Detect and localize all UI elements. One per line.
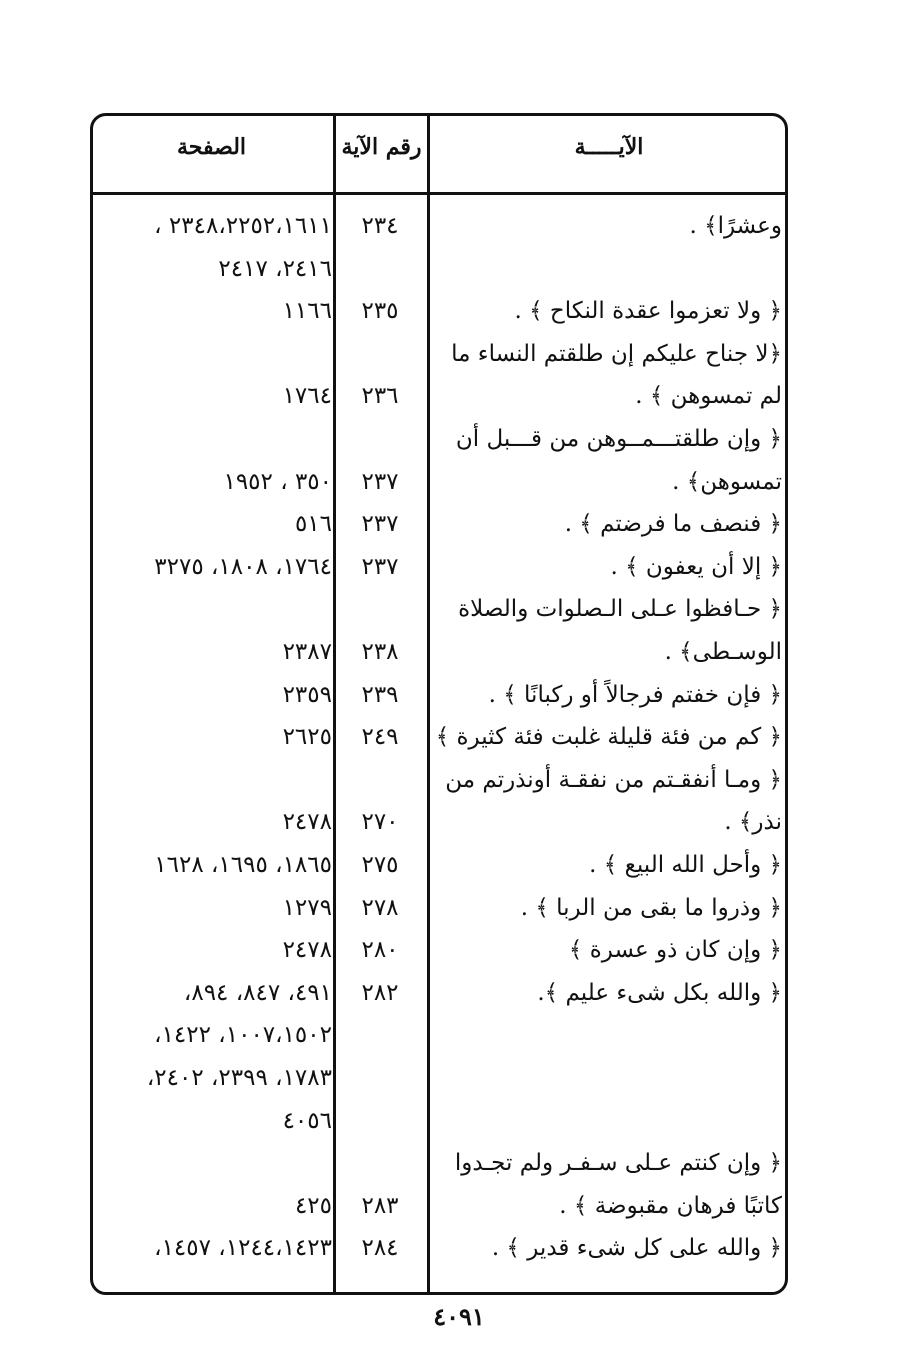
table-cell-page: ٢٣٨٧ [282,639,332,665]
table-cell-verse-number [336,1014,424,1056]
table-cell-verse: ﴿ وإن طلقتـــمــوهن من قـــبل أن [455,426,782,452]
table-cell-page: ٥١٦ [294,511,332,537]
table-cell-page: ٤٠٥٦ [282,1108,332,1134]
table-cell-verse-number: ٢٣٥ [361,298,399,324]
table-cell-verse: ﴿ وذروا ما بقى من الربا ﴾ . [520,895,782,921]
table-cell-verse: كاتبًا فرهان مقبوضة ﴾ . [559,1193,782,1219]
table-cell-verse-number: ٢٨٠ [361,937,399,963]
table-cell-verse: ﴿ وأحل الله البيع ﴾ . [589,852,782,878]
table-cell-page: ١٧٦٤ [282,383,332,409]
table-cell-verse-number [336,333,424,375]
table-cell-verse-number: ٢٣٧ [361,469,399,495]
table-cell-verse: ﴿ والله بكل شىء عليم ﴾. [537,980,782,1006]
table-cell-page: ١٨٦٥، ١٦٩٥، ١٦٢٨ [154,852,332,878]
table-cell-verse: ﴿ ومـا أنفقـتم من نفقـة أونذرتم من [445,767,782,793]
table-cell-page: ٢٤٧٨ [282,937,332,963]
table-cell-verse: لم تمسوهن ﴾ . [635,383,782,409]
table-cell-verse: ﴿ فنصف ما فرضتم ﴾ . [564,511,782,537]
table-cell-verse-number: ٢٧٥ [361,852,399,878]
table-cell-page [86,759,332,801]
table-cell-verse-number: ٢٤٩ [361,724,399,750]
table-cell-page: ١٢٤٤،١٤٢٣، ١٤٥٧، [154,1235,332,1261]
table-cell-verse: ﴿ إلا أن يعفون ﴾ . [610,554,782,580]
table-cell-verse-number: ٢٨٢ [361,980,399,1006]
table-cell-page: ٤٩١، ٨٤٧، ٨٩٤، [183,980,332,1006]
table-cell-verse [430,248,782,290]
table-cell-page: ١٠٠٧،١٥٠٢، ١٤٢٢، [154,1022,332,1048]
table-cell-verse-number: ٢٧٠ [361,809,399,835]
table-cell-verse: تمسوهن﴾ . [672,469,782,495]
table-cell-verse-number [336,1142,424,1184]
table-cell-verse-number [336,248,424,290]
table-cell-page [86,588,332,630]
table-cell-page: ٤٢٥ [294,1193,332,1219]
table-cell-verse-number: ٢٨٣ [361,1193,399,1219]
table-cell-verse: ﴿ وإن كنتم عـلى سـفـر ولم تجـدوا [454,1150,782,1176]
table-cell-verse [430,1014,782,1056]
table-cell-page: ١٢٧٩ [282,895,332,921]
table-cell-verse-number [336,1057,424,1099]
table-cell-verse-number: ٢٣٧ [361,554,399,580]
table-cell-page [86,1142,332,1184]
table-cell-page [86,333,332,375]
table-cell-verse [430,1100,782,1142]
table-cell-verse-number: ٢٧٨ [361,895,399,921]
header-page: الصفحة [176,134,247,160]
table-cell-verse [430,1057,782,1099]
table-cell-page: ٢٤٧٨ [282,809,332,835]
table-cell-page: ٢٣٥٩ [282,682,332,708]
table-cell-verse-number [336,588,424,630]
table-cell-verse-number [336,1100,424,1142]
table-cell-page: ١٧٦٤، ١٨٠٨، ٣٢٧٥ [154,554,332,580]
table-cell-verse: ﴿لا جناح عليكم إن طلقتم النساء ما [451,341,782,367]
header-divider [90,192,788,195]
table-cell-verse-number: ٢٨٤ [361,1235,399,1261]
table-cell-verse-number: ٢٣٤ [361,213,399,239]
table-cell-verse-number: ٢٣٦ [361,383,399,409]
table-cell-verse-number [336,418,424,460]
table-cell-verse: ﴿ وإن كان ذو عسرة ﴾ [568,937,782,963]
table-cell-verse: ﴿ كم من فئة قليلة غلبت فئة كثيرة ﴾ [435,724,782,750]
table-cell-page: ١٧٨٣، ٢٣٩٩، ٢٤٠٢، [146,1065,332,1091]
table-cell-page: ٢٣٤٨،٢٢٥٢،١٦١١ ، [154,213,332,239]
table-cell-verse: ﴿ فإن خفتم فرجالاً أو ركبانًا ﴾ . [488,682,782,708]
table-cell-verse: نذر﴾ . [724,809,782,835]
table-cell-verse: ﴿ ولا تعزموا عقدة النكاح ﴾ . [514,298,782,324]
table-cell-verse: ﴿ حـافظوا عـلى الـصلوات والصلاة [458,596,782,622]
table-cell-verse-number: ٢٣٨ [361,639,399,665]
table-cell-verse: ﴿ والله على كل شىء قدير ﴾ . [491,1235,782,1261]
table-cell-verse-number: ٢٣٧ [361,511,399,537]
table-cell-verse-number [336,759,424,801]
page-number: ٤٠٩١ [433,1302,485,1331]
table-cell-page: ٣٥٠ ، ١٩٥٢ [223,469,332,495]
header-verse-number: رقم الآية [341,134,422,160]
table-cell-page: ١١٦٦ [282,298,332,324]
table-cell-verse: وعشرًا﴾ . [689,213,782,239]
table-cell-verse: الوسـطى﴾ . [664,639,782,665]
table-cell-verse-number: ٢٣٩ [361,682,399,708]
table-cell-page: ٢٦٢٥ [282,724,332,750]
header-verse: الآيـــــة [574,134,644,160]
table-cell-page: ٢٤١٦، ٢٤١٧ [218,256,332,282]
table-cell-page [86,418,332,460]
